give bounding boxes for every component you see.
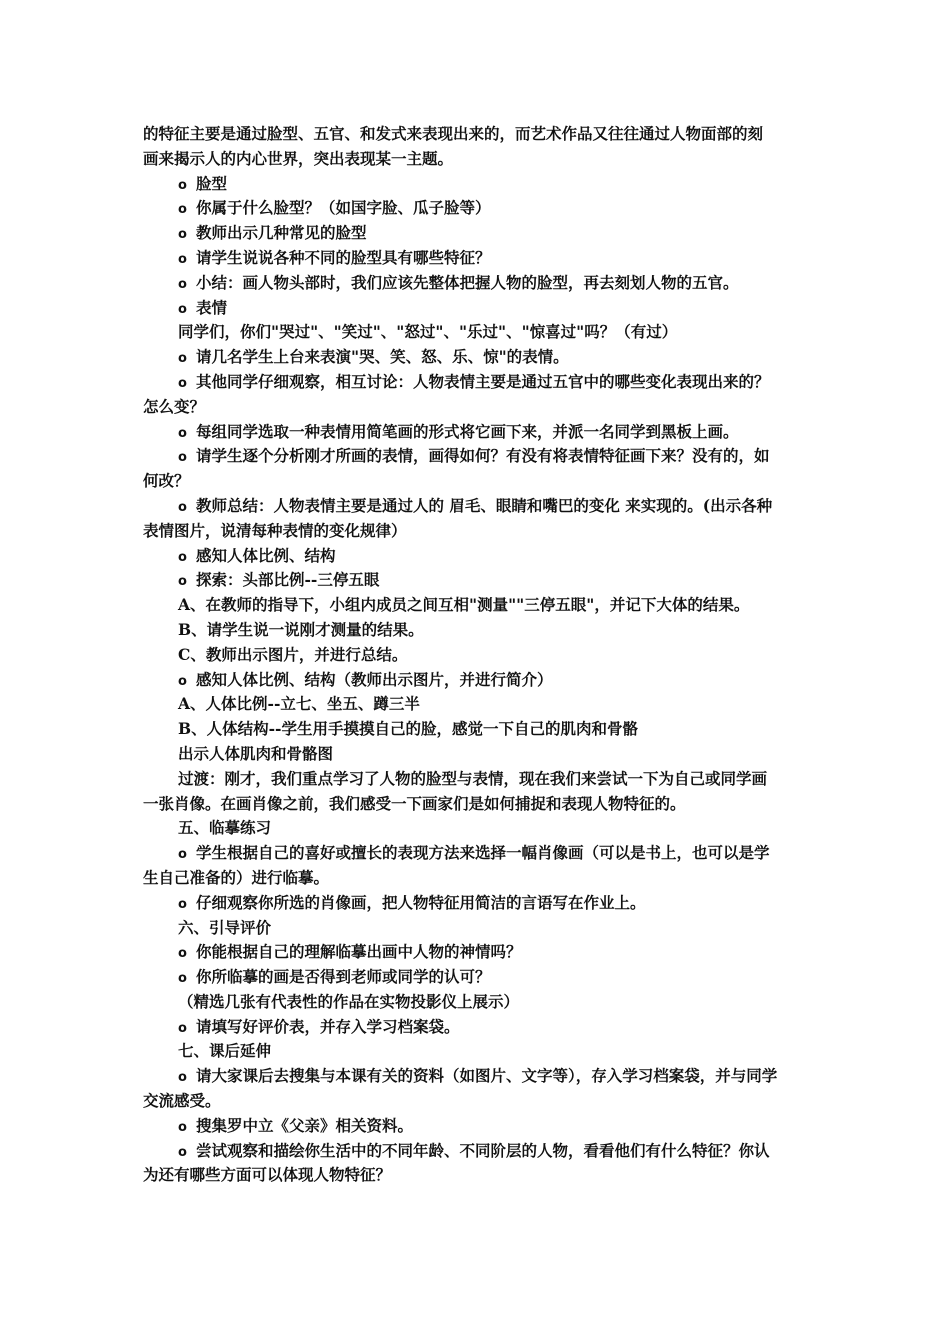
bullet-list-item (143, 1114, 811, 1139)
line-text: 你能根据自己的理解临摹出画中人物的神情吗？ (196, 942, 522, 962)
paragraph-line (143, 990, 811, 1015)
line-text: 探索：头部比例--三停五眼 (196, 570, 380, 590)
bullet-marker-icon: o (178, 549, 187, 565)
paragraph-line (143, 1039, 811, 1064)
line-text: 何改？ (143, 471, 190, 491)
bullet-list-item (143, 345, 811, 370)
line-text: 七、课后延伸 (178, 1041, 272, 1061)
line-text: 每组同学选取一种表情用简笔画的形式将它画下来，并派一名同学到黑板上画。 (196, 421, 739, 441)
line-text: 请几名学生上台来表演"哭、笑、怒、乐、惊"的表情。 (196, 347, 569, 367)
bullet-marker-icon: o (178, 276, 187, 292)
line-text: 请大家课后去搜集与本课有关的资料（如图片、文字等），存入学习档案袋，并与同学 (196, 1066, 778, 1086)
bullet-list-item (143, 172, 811, 197)
paragraph-line (143, 519, 811, 544)
line-text: 请填写好评价表，并存入学习档案袋。 (196, 1016, 460, 1036)
bullet-marker-icon: o (178, 301, 187, 317)
bullet-list-item (143, 370, 811, 395)
bullet-marker-icon: o (178, 351, 187, 367)
line-text: 你所临摹的画是否得到老师或同学的认可？ (196, 967, 491, 987)
line-text: 为还有哪些方面可以体现人物特征？ (143, 1165, 392, 1185)
bullet-list-item (143, 544, 811, 569)
paragraph-line (143, 320, 811, 345)
paragraph-line (143, 717, 811, 742)
bullet-list-item (143, 296, 811, 321)
paragraph-line (143, 395, 811, 420)
bullet-list-item (143, 494, 811, 519)
bullet-marker-icon: o (178, 251, 187, 267)
bullet-list-item (143, 891, 811, 916)
line-text: A、人体比例--立七、坐五、蹲三半 (178, 694, 420, 714)
line-text: 学生根据自己的喜好或擅长的表现方法来选择一幅肖像画（可以是书上，也可以是学 (196, 843, 770, 863)
paragraph-line (143, 643, 811, 668)
line-text: 仔细观察你所选的肖像画，把人物特征用简洁的言语写在作业上。 (196, 892, 646, 912)
paragraph-line (143, 469, 811, 494)
bullet-list-item (143, 444, 811, 469)
line-text: 表情 (196, 297, 228, 317)
line-text: 一张肖像。在画肖像之前，我们感受一下画家们是如何捕捉和表现人物特征的。 (143, 793, 686, 813)
bullet-marker-icon: o (178, 1144, 187, 1160)
line-text: 小结：画人物头部时，我们应该先整体把握人物的脸型，再去刻划人物的五官。 (196, 272, 739, 292)
paragraph-line (143, 618, 811, 643)
line-text: 出示人体肌肉和骨骼图 (178, 743, 334, 763)
bullet-marker-icon: o (178, 499, 187, 515)
bullet-list-item (143, 196, 811, 221)
bullet-list-item (143, 420, 811, 445)
line-text: B、人体结构--学生用手摸摸自己的脸，感觉一下自己的肌肉和骨骼 (178, 719, 638, 739)
bullet-list-item (143, 1139, 811, 1164)
line-text: 脸型 (196, 173, 228, 193)
document-body (143, 122, 811, 1188)
line-text: 其他同学仔细观察，相互讨论：人物表情主要是通过五官中的哪些变化表现出来的？ (196, 371, 770, 391)
bullet-marker-icon: o (178, 1070, 187, 1086)
line-text: 五、临摹练习 (178, 818, 272, 838)
paragraph-line (143, 122, 811, 147)
paragraph-line (143, 1089, 811, 1114)
bullet-marker-icon: o (178, 202, 187, 218)
bullet-list-item (143, 246, 811, 271)
bullet-list-item (143, 221, 811, 246)
bullet-marker-icon: o (178, 896, 187, 912)
bullet-list-item (143, 841, 811, 866)
bullet-list-item (143, 1015, 811, 1040)
line-text: 画来揭示人的内心世界，突出表现某一主题。 (143, 148, 454, 168)
line-text: 教师总结：人物表情主要是通过人的 眉毛、眼睛和嘴巴的变化 来实现的。(出示各种 (196, 495, 773, 515)
line-text: 生自己准备的）进行临摹。 (143, 867, 330, 887)
line-text: 请学生说说各种不同的脸型具有哪些特征？ (196, 247, 491, 267)
line-text: 感知人体比例、结构（教师出示图片，并进行简介） (196, 669, 553, 689)
paragraph-line (143, 1163, 811, 1188)
line-text: 尝试观察和描绘你生活中的不同年龄、不同阶层的人物，看看他们有什么特征？你认 (196, 1140, 770, 1160)
bullet-marker-icon: o (178, 177, 187, 193)
bullet-marker-icon: o (178, 450, 187, 466)
bullet-marker-icon: o (178, 425, 187, 441)
bullet-marker-icon: o (178, 946, 187, 962)
line-text: C、教师出示图片，并进行总结。 (178, 644, 408, 664)
bullet-list-item (143, 1064, 811, 1089)
bullet-marker-icon: o (178, 574, 187, 590)
paragraph-line (143, 792, 811, 817)
bullet-marker-icon: o (178, 227, 187, 243)
bullet-marker-icon: o (178, 1020, 187, 1036)
paragraph-line (143, 916, 811, 941)
line-text: 你属于什么脸型？（如国字脸、瓜子脸等） (196, 198, 491, 218)
bullet-list-item (143, 668, 811, 693)
paragraph-line (143, 767, 811, 792)
line-text: 表情图片，说清每种表情的变化规律） (143, 520, 407, 540)
bullet-marker-icon: o (178, 375, 187, 391)
paragraph-line (143, 593, 811, 618)
paragraph-line (143, 742, 811, 767)
paragraph-line (143, 692, 811, 717)
bullet-marker-icon: o (178, 1119, 187, 1135)
line-text: 过渡：刚才，我们重点学习了人物的脸型与表情，现在我们来尝试一下为自己或同学画 (178, 768, 768, 788)
paragraph-line (143, 816, 811, 841)
bullet-list-item (143, 568, 811, 593)
paragraph-line (143, 866, 811, 891)
line-text: A、在教师的指导下，小组内成员之间互相"测量""三停五眼"，并记下大体的结果。 (178, 595, 750, 615)
paragraph-line (143, 147, 811, 172)
line-text: （精选几张有代表性的作品在实物投影仪上展示） (178, 991, 520, 1011)
bullet-marker-icon: o (178, 673, 187, 689)
line-text: 同学们，你们"哭过"、"笑过"、"怒过"、"乐过"、"惊喜过"吗？（有过） (178, 322, 678, 342)
line-text: 交流感受。 (143, 1091, 221, 1111)
line-text: 怎么变？ (143, 396, 206, 416)
bullet-list-item (143, 940, 811, 965)
bullet-list-item (143, 965, 811, 990)
line-text: 教师出示几种常见的脸型 (196, 223, 367, 243)
line-text: 六、引导评价 (178, 917, 272, 937)
bullet-marker-icon: o (178, 847, 187, 863)
line-text: 请学生逐个分析刚才所画的表情，画得如何？有没有将表情特征画下来？没有的，如 (196, 446, 770, 466)
line-text: 感知人体比例、结构 (196, 545, 336, 565)
line-text: B、请学生说一说刚才测量的结果。 (178, 619, 424, 639)
line-text: 搜集罗中立《父亲》相关资料。 (196, 1115, 414, 1135)
line-text: 的特征主要是通过脸型、五官、和发式来表现出来的，而艺术作品又往往通过人物面部的刻 (143, 124, 764, 143)
bullet-list-item (143, 271, 811, 296)
bullet-marker-icon: o (178, 971, 187, 987)
